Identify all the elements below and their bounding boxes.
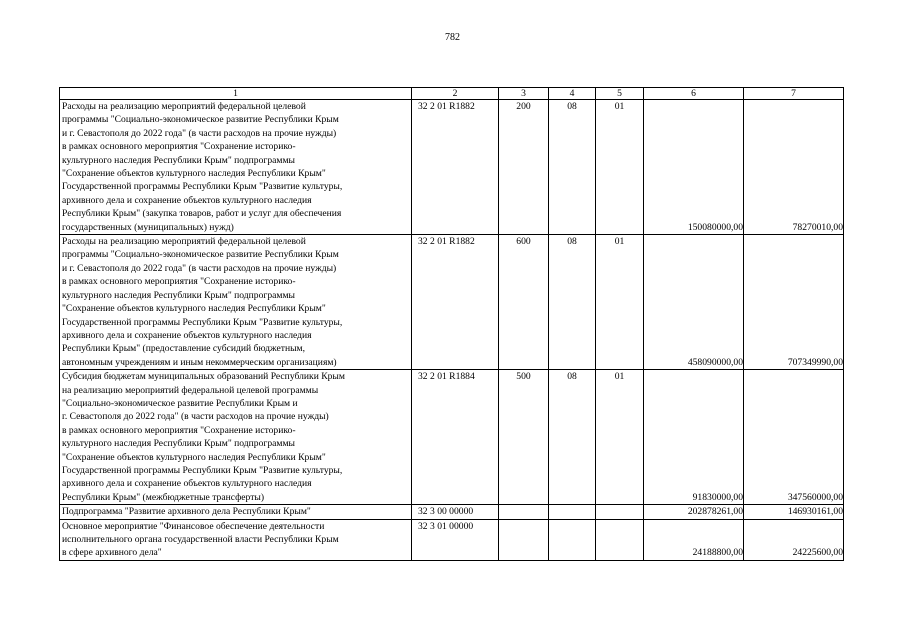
table-row [60, 519, 844, 560]
row-col-3 [499, 519, 549, 560]
row-amount-col-6: 458090000,00 [644, 235, 744, 370]
row-amount-col-7: 24225600,00 [744, 519, 844, 560]
row-col-5: 01 [596, 370, 644, 505]
table-row [60, 505, 844, 519]
budget-table [59, 87, 844, 561]
row-amount-col-7: 707349990,00 [744, 235, 844, 370]
row-description: Субсидия бюджетам муниципальных образований Республики Крым на реализацию мероприятий федеральной целевой программы "Социально-экономическое развитие Республики Крым и г. Севастополя до 2022 года" (в части расходов на прочие нужды) в рамках основного мероприятия "Сохранение историко- культурного наследия Республики Крым" подпрограммы "Сохранение объектов культурного наследия Республики Крым" Государственной программы Республики Крым "Развитие культуры, архивного дела и сохранение объектов культурного наследия Республики Крым" (межбюджетные трансферты) [60, 370, 412, 505]
row-amount-col-7: 146930161,00 [744, 505, 844, 519]
page-number: 782 [445, 32, 460, 43]
table-row [60, 235, 844, 370]
row-code: 32 3 00 00000 [412, 505, 499, 519]
table-row [60, 370, 844, 505]
row-col-5: 01 [596, 100, 644, 235]
table-header-row [60, 88, 844, 100]
row-description: Подпрограмма "Развитие архивного дела Республики Крым" [60, 505, 412, 519]
row-col-3: 600 [499, 235, 549, 370]
table-row [60, 100, 844, 235]
row-amount-col-7: 347560000,00 [744, 370, 844, 505]
row-amount-col-6: 24188800,00 [644, 519, 744, 560]
row-col-4 [549, 505, 596, 519]
header-col-5: 5 [596, 88, 644, 100]
row-col-3: 200 [499, 100, 549, 235]
row-col-4 [549, 519, 596, 560]
row-col-4: 08 [549, 235, 596, 370]
row-description: Основное мероприятие "Финансовое обеспечение деятельности исполнительного органа государственной власти Республики Крым в сфере архивного дела" [60, 519, 412, 560]
row-col-3 [499, 505, 549, 519]
row-description: Расходы на реализацию мероприятий федеральной целевой программы "Социально-экономическое развитие Республики Крым и г. Севастополя до 2022 года" (в части расходов на прочие нужды) в рамках основного мероприятия "Сохранение историко- культурного наследия Республики Крым" подпрограммы "Сохранение объектов культурного наследия Республики Крым" Государственной программы Республики Крым "Развитие культуры, архивного дела и сохранение объектов культурного наследия Республики Крым" (предоставление субсидий бюджетным, автономным учреждениям и иным некоммерческим организациям) [60, 235, 412, 370]
header-col-7: 7 [744, 88, 844, 100]
header-col-6: 6 [644, 88, 744, 100]
header-col-4: 4 [549, 88, 596, 100]
header-col-2: 2 [412, 88, 499, 100]
row-col-4: 08 [549, 100, 596, 235]
row-code: 32 3 01 00000 [412, 519, 499, 560]
row-col-5: 01 [596, 235, 644, 370]
header-col-3: 3 [499, 88, 549, 100]
row-col-5 [596, 519, 644, 560]
row-code: 32 2 01 R1884 [412, 370, 499, 505]
row-col-3: 500 [499, 370, 549, 505]
row-code: 32 2 01 R1882 [412, 235, 499, 370]
header-col-1: 1 [60, 88, 412, 100]
row-amount-col-6: 150080000,00 [644, 100, 744, 235]
row-col-5 [596, 505, 644, 519]
row-code: 32 2 01 R1882 [412, 100, 499, 235]
row-amount-col-7: 78270010,00 [744, 100, 844, 235]
row-description: Расходы на реализацию мероприятий федеральной целевой программы "Социально-экономическое развитие Республики Крым и г. Севастополя до 2022 года" (в части расходов на прочие нужды) в рамках основного мероприятия "Сохранение историко- культурного наследия Республики Крым" подпрограммы "Сохранение объектов культурного наследия Республики Крым" Государственной программы Республики Крым "Развитие культуры, архивного дела и сохранение объектов культурного наследия Республики Крым" (закупка товаров, работ и услуг для обеспечения государственных (муниципальных) нужд) [60, 100, 412, 235]
row-col-4: 08 [549, 370, 596, 505]
row-amount-col-6: 202878261,00 [644, 505, 744, 519]
row-amount-col-6: 91830000,00 [644, 370, 744, 505]
